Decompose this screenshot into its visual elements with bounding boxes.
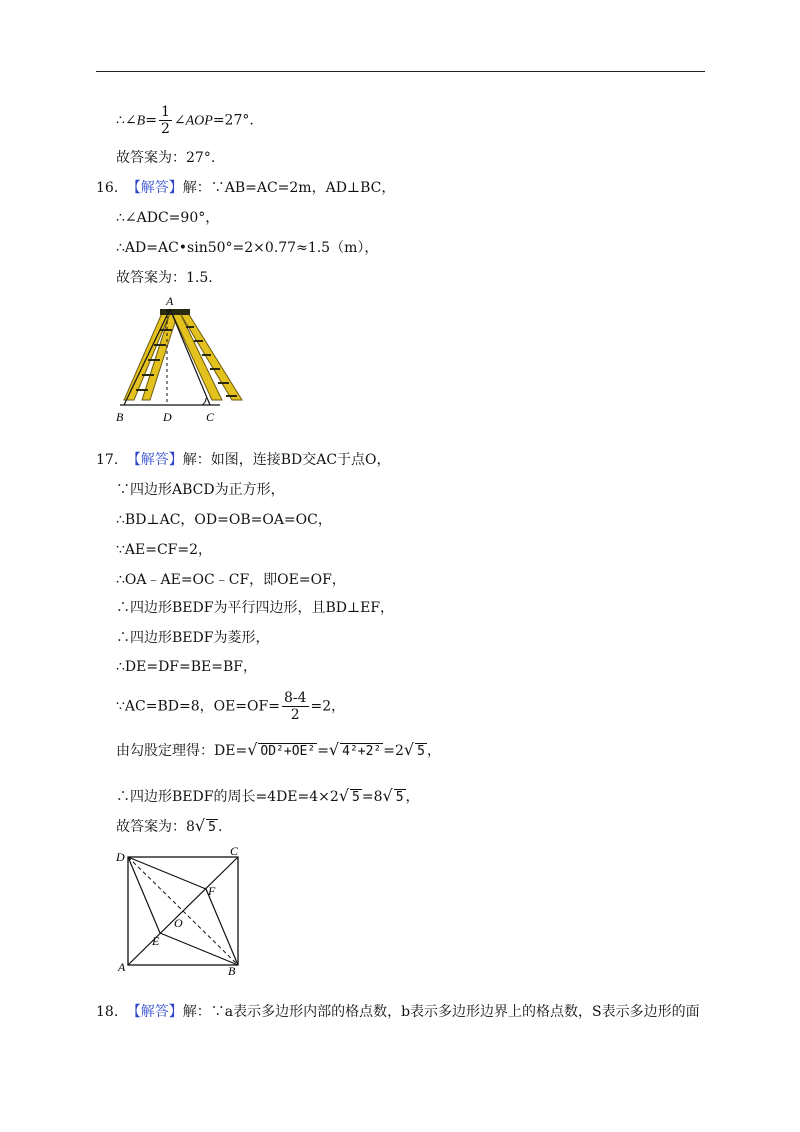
solution-tag: 【解答】 [126, 452, 183, 468]
q16-line3: ∴AD=AC•sin50°=2×0.77≈1.5（m）， [116, 240, 379, 256]
square-figure [112, 843, 252, 978]
q17-line6: ∴四边形BEDF为平行四边形，且BD⊥EF， [116, 600, 395, 616]
q18-header: 18. 【解答】解：∵a表示多边形内部的格点数，b表示多边形边界上的格点数，S表示多边形的面 [96, 1004, 700, 1020]
sqrt-5: 5 [417, 744, 425, 759]
label-D: D [116, 850, 125, 864]
label-F: F [208, 884, 216, 898]
label-A: A [118, 960, 126, 974]
label-B: B [116, 410, 124, 424]
q15-answer: 故答案为：27°. [116, 150, 216, 166]
label-B: B [228, 964, 236, 978]
q17-line2: ∵四边形ABCD为正方形， [116, 482, 285, 498]
q17-line4: ∵AE=CF=2， [116, 542, 213, 558]
q17-answer: 故答案为：8√ 5 . [116, 816, 223, 835]
label-O: O [174, 916, 183, 930]
label-C: C [206, 410, 215, 424]
sqrt-4-2: 4²+2² [342, 744, 382, 759]
q18-number: 18. [96, 1004, 119, 1020]
q15-line1: ∴∠B= $\frac{1}{2}$ ∠AOP=27°. [116, 104, 254, 137]
q16-line2: ∴∠ADC=90°， [116, 210, 220, 226]
solution-tag: 【解答】 [126, 1004, 183, 1020]
q17-line8: ∴DE=DF=BE=BF， [116, 659, 257, 675]
q17-line5: ∴OA﹣AE=OC﹣CF，即OE=OF， [116, 572, 346, 588]
q16-answer: 故答案为：1.5. [116, 270, 213, 286]
q17-line9: ∵AC=BD=8，OE=OF= $\frac{8-4}{2}$ =2， [116, 690, 346, 723]
q16-header: 16. 【解答】解：∵AB=AC=2m，AD⊥BC， [96, 180, 396, 196]
label-E: E [152, 934, 160, 948]
label-C: C [230, 844, 239, 858]
q16-number: 16. [96, 180, 119, 196]
ladder-figure [110, 295, 255, 425]
header-rule [96, 71, 705, 72]
fraction-half: $\frac{1}{2}$ [160, 104, 170, 137]
label-A: A [166, 295, 174, 308]
sqrt-od-oe: OD²+OE² [260, 744, 316, 759]
q17-header: 17. 【解答】解：如图，连接BD交AC于点O， [96, 452, 391, 468]
q17-line7: ∴四边形BEDF为菱形， [116, 630, 270, 646]
q17-line10: 由勾股定理得：DE=√ OD²+OE² =√ 4²+2² =2√ 5 ， [116, 740, 441, 759]
q17-line3: ∴BD⊥AC，OD=OB=OA=OC， [116, 512, 332, 528]
label-D: D [163, 410, 172, 424]
q17-number: 17. [96, 452, 119, 468]
q17-line11: ∴四边形BEDF的周长=4DE=4×2√ 5 =8√ 5 ， [116, 786, 420, 805]
fraction-oe: $\frac{8-4}{2}$ [283, 690, 307, 723]
solution-tag: 【解答】 [126, 180, 183, 196]
